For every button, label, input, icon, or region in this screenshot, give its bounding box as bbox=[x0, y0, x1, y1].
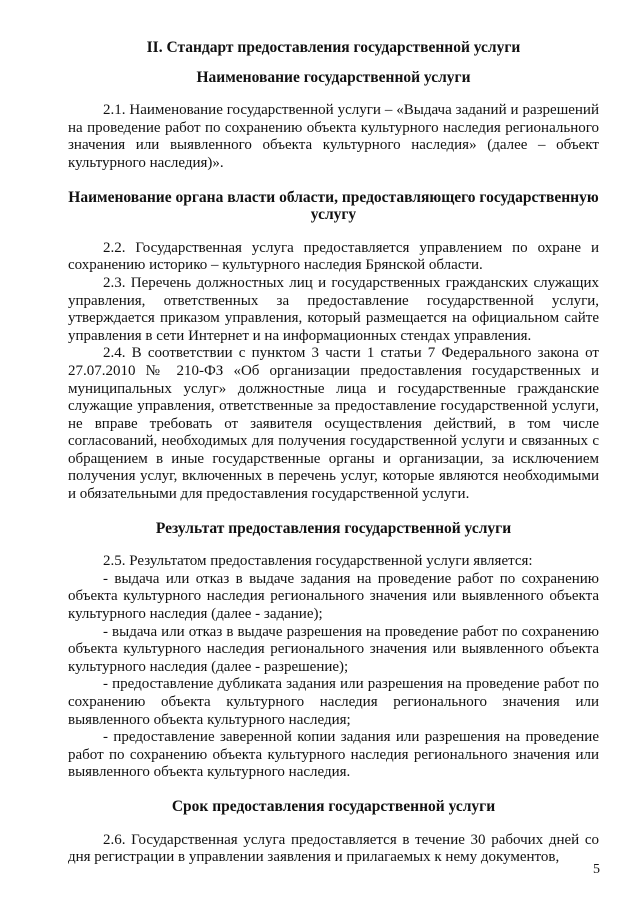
result-item: - выдача или отказ в выдаче разрешения на проведение работ по сохранению объекта культурного наследия регионального значения или выявленного объекта культурного наследия (далее - разрешение); bbox=[68, 623, 599, 675]
paragraph-2-6: 2.6. Государственная услуга предоставляется в течение 30 рабочих дней со дня регистрации в управлении заявления и прилагаемых к нему документов, bbox=[68, 831, 599, 866]
term-heading: Срок предоставления государственной услуги bbox=[171, 797, 496, 815]
result-item: - выдача или отказ в выдаче задания на проведение работ по сохранению объекта культурного наследия регионального значения или выявленного объекта культурного наследия (далее - задание); bbox=[68, 570, 599, 623]
paragraph-2-1: 2.1. Наименование государственной услуги – «Выдача заданий и разрешений на проведение работ по сохранению объекта культурного наследия регионального значения или выявленного объекта культурного наследия» (далее – объект культурного наследия)». bbox=[68, 102, 599, 171]
paragraph-2-4: 2.4. В соответствии с пунктом 3 части 1 статьи 7 Федерального закона от 27.07.2010 № 210-ФЗ «Об организации предоставления государственных и муниципальных услуг» должностные лица и государственные гражданские служащие управления, ответственные за предоставление государственной услуги, не вправе требовать от заявителя осуществления действий, в том числе согласований, необходимых для получения государственной услуги и связанных с обращением в иные государственные органы и организации, за исключением получения услуг, включенных в перечень услуг, которые являются необходимыми и обязательными для предоставления государственной услуги. bbox=[68, 345, 599, 503]
section-title: II. Стандарт предоставления государственной услуги bbox=[146, 39, 521, 56]
paragraph-2-2: 2.2. Государственная услуга предоставляется управлением по охране и сохранению историко – культурного наследия Брянской области. bbox=[68, 239, 599, 274]
authority-heading: Наименование органа власти области, предоставляющего государственную услугу bbox=[68, 188, 599, 224]
paragraph-2-5: 2.5. Результатом предоставления государственной услуги является: bbox=[103, 553, 533, 570]
name-heading: Наименование государственной услуги bbox=[196, 68, 471, 86]
document-page bbox=[68, 34, 599, 867]
result-heading: Результат предоставления государственной услуги bbox=[155, 519, 512, 537]
result-item: - предоставление заверенной копии задания или разрешения на проведение работ по сохранению объекта культурного наследия регионального значения или выявленного объекта культурного наследия. bbox=[68, 729, 599, 781]
page-number: 5 bbox=[593, 862, 600, 877]
paragraph-2-3: 2.3. Перечень должностных лиц и государственных гражданских служащих управления, ответственных за предоставление государственной услуги, утверждается приказом управления, который размещается на официальном сайте управления в сети Интернет и на информационных стендах управления. bbox=[68, 274, 599, 344]
result-item: - предоставление дубликата задания или разрешения на проведение работ по сохранению объекта культурного наследия регионального значения или выявленного объекта культурного наследия; bbox=[68, 676, 599, 728]
